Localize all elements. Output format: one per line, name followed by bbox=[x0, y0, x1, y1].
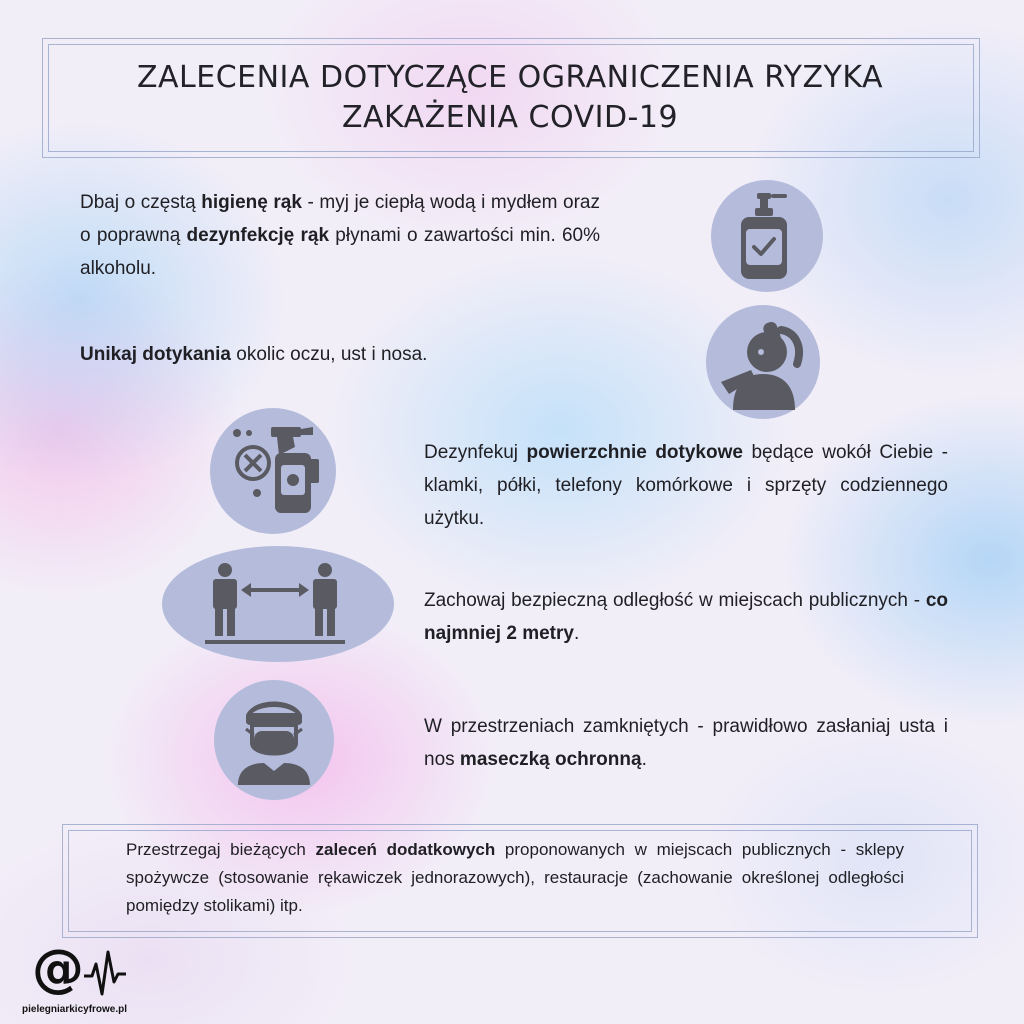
disinfectant-spray-icon bbox=[210, 408, 336, 534]
face-touch-icon bbox=[706, 305, 820, 419]
text-segment: Zachowaj bezpieczną odległość w miejscach publicznych - bbox=[424, 590, 926, 611]
bold-segment: Unikaj dotykania bbox=[80, 344, 231, 365]
face-mask-icon bbox=[214, 680, 334, 800]
recommendation-wear-mask bbox=[424, 710, 948, 776]
bold-segment: maseczką ochronną bbox=[459, 749, 642, 770]
recommendation-additional-guidelines bbox=[126, 836, 904, 920]
recommendation-disinfect-surfaces bbox=[424, 436, 948, 535]
logo-text: pielegniarkicyfrowe.pl bbox=[22, 1004, 128, 1015]
title-line-1: ZALECENIA DOTYCZĄCE OGRANICZENIA RYZYKA bbox=[136, 60, 884, 95]
bold-segment: zaleceń dodatkowych bbox=[315, 840, 496, 859]
social-distance-icon bbox=[162, 546, 394, 662]
recommendation-keep-distance bbox=[424, 584, 948, 650]
text-segment: Dbaj o częstą bbox=[80, 192, 202, 213]
page-title bbox=[60, 58, 960, 138]
bold-segment: co najmniej 2 metry bbox=[424, 590, 948, 644]
text-segment: Dezynfekuj bbox=[424, 442, 527, 463]
title-line-2: ZAKAŻENIA COVID-19 bbox=[341, 100, 679, 135]
text-segment: będące wokół Ciebie - klamki, półki, telefony komórkowe i sprzęty codziennego użytku. bbox=[424, 442, 948, 529]
bold-segment: higienę rąk bbox=[201, 192, 302, 213]
at-heartbeat-logo-icon bbox=[30, 942, 140, 1002]
text-segment: Przestrzegaj bieżących bbox=[126, 840, 316, 859]
text-segment: W przestrzeniach zamkniętych - prawidłowo zasłaniaj usta i nos bbox=[424, 716, 948, 770]
text-segment: płynami o zawartości min. 60% alkoholu. bbox=[80, 225, 600, 279]
hand-sanitizer-icon bbox=[711, 180, 823, 292]
text-segment: . bbox=[641, 749, 647, 770]
recommendation-hand-hygiene bbox=[80, 186, 600, 285]
text-segment: . bbox=[573, 623, 580, 644]
logo-symbol: @ bbox=[32, 942, 84, 999]
text-segment: okolic oczu, ust i nosa. bbox=[231, 344, 428, 365]
bold-segment: dezynfekcję rąk bbox=[186, 225, 330, 246]
text-segment: - myj je ciepłą wodą i mydłem oraz o poprawną bbox=[80, 192, 600, 246]
text-segment: proponowanych w miejscach publicznych - sklepy spożywcze (stosowanie rękawiczek jednorazowych), restauracje (zachowanie określonej odległości pomiędzy stolikami) itp. bbox=[126, 840, 904, 915]
recommendation-avoid-touching bbox=[80, 338, 440, 371]
bold-segment: powierzchnie dotykowe bbox=[526, 442, 743, 463]
